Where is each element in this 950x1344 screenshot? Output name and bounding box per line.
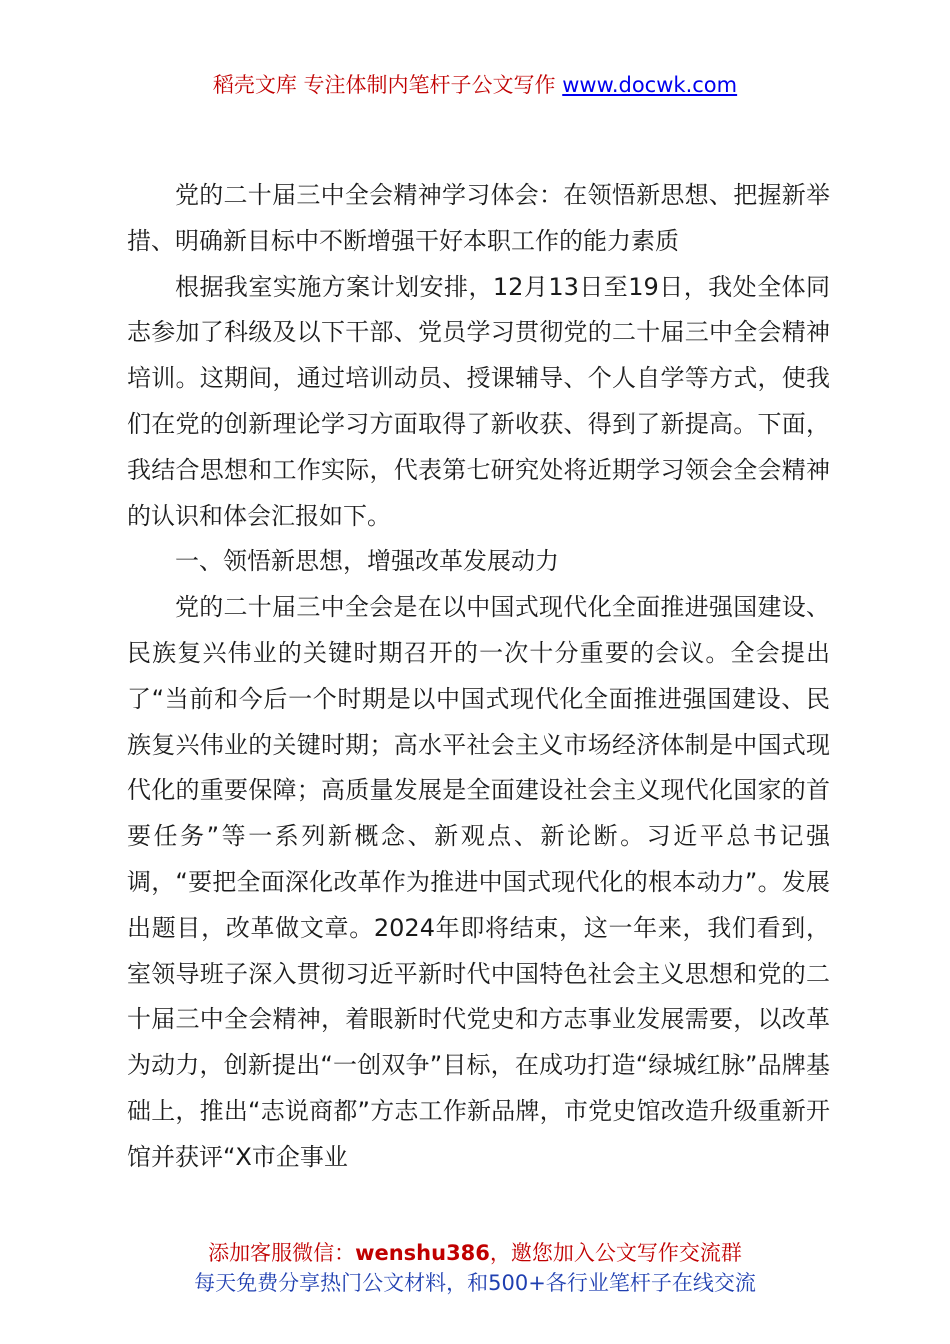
site-header-text: 稻壳文库 专注体制内笔杆子公文写作 (212, 73, 563, 97)
promo-footer (0, 1238, 950, 1298)
footer-wechat-prefix: 添加客服微信： (208, 1241, 356, 1265)
site-url-link[interactable]: www.docwk.com (562, 73, 738, 97)
document-title: 党的二十届三中全会精神学习体会：在领悟新思想、把握新举措、明确新目标中不断增强干好本职工作的能力素质 (127, 181, 830, 255)
paragraph-section-1: 党的二十届三中全会是在以中国式现代化全面推进强国建设、民族复兴伟业的关键时期召开的一次十分重要的会议。全会提出了“当前和今后一个时期是以中国式现代化全面推进强国建设、民族复兴伟业的关键时期；高水平社会主义市场经济体制是中国式现代化的重要保障；高质量发展是全面建设社会主义现代化国家的首要任务”等一系列新概念、新观点、新论断。习近平总书记强调，“要把全面深化改革作为推进中国式现代化的根本动力”。发展出题目，改革做文章。2024年即将结束，这一年来，我们看到，室领导班子深入贯彻习近平新时代中国特色社会主义思想和党的二十届三中全会精神，着眼新时代党史和方志事业发展需要，以改革为动力，创新提出“一创双争”目标，在成功打造“绿城红脉”品牌基础上，推出“志说商都”方志工作新品牌，市党史馆改造升级重新开馆并获评“X市企事业 (127, 593, 830, 1171)
section-heading-1: 一、领悟新思想，增强改革发展动力 (175, 547, 559, 576)
site-header (0, 70, 950, 100)
footer-share-line: 每天免费分享热门公文材料，和500+各行业笔杆子在线交流 (194, 1271, 756, 1295)
paragraph-intro: 根据我室实施方案计划安排，12月13日至19日，我处全体同志参加了科级及以下干部、党员学习贯彻党的二十届三中全会精神培训。这期间，通过培训动员、授课辅导、个人自学等方式，使我们在党的创新理论学习方面取得了新收获、得到了新提高。下面，我结合思想和工作实际，代表第七研究处将近期学习领会全会精神的认识和体会汇报如下。 (127, 272, 830, 530)
document-body (127, 173, 830, 1181)
footer-wechat-suffix: ，邀您加入公文写作交流群 (489, 1241, 742, 1265)
footer-wechat-id: wenshu386 (355, 1241, 490, 1265)
footer-wechat-line (0, 1238, 950, 1268)
